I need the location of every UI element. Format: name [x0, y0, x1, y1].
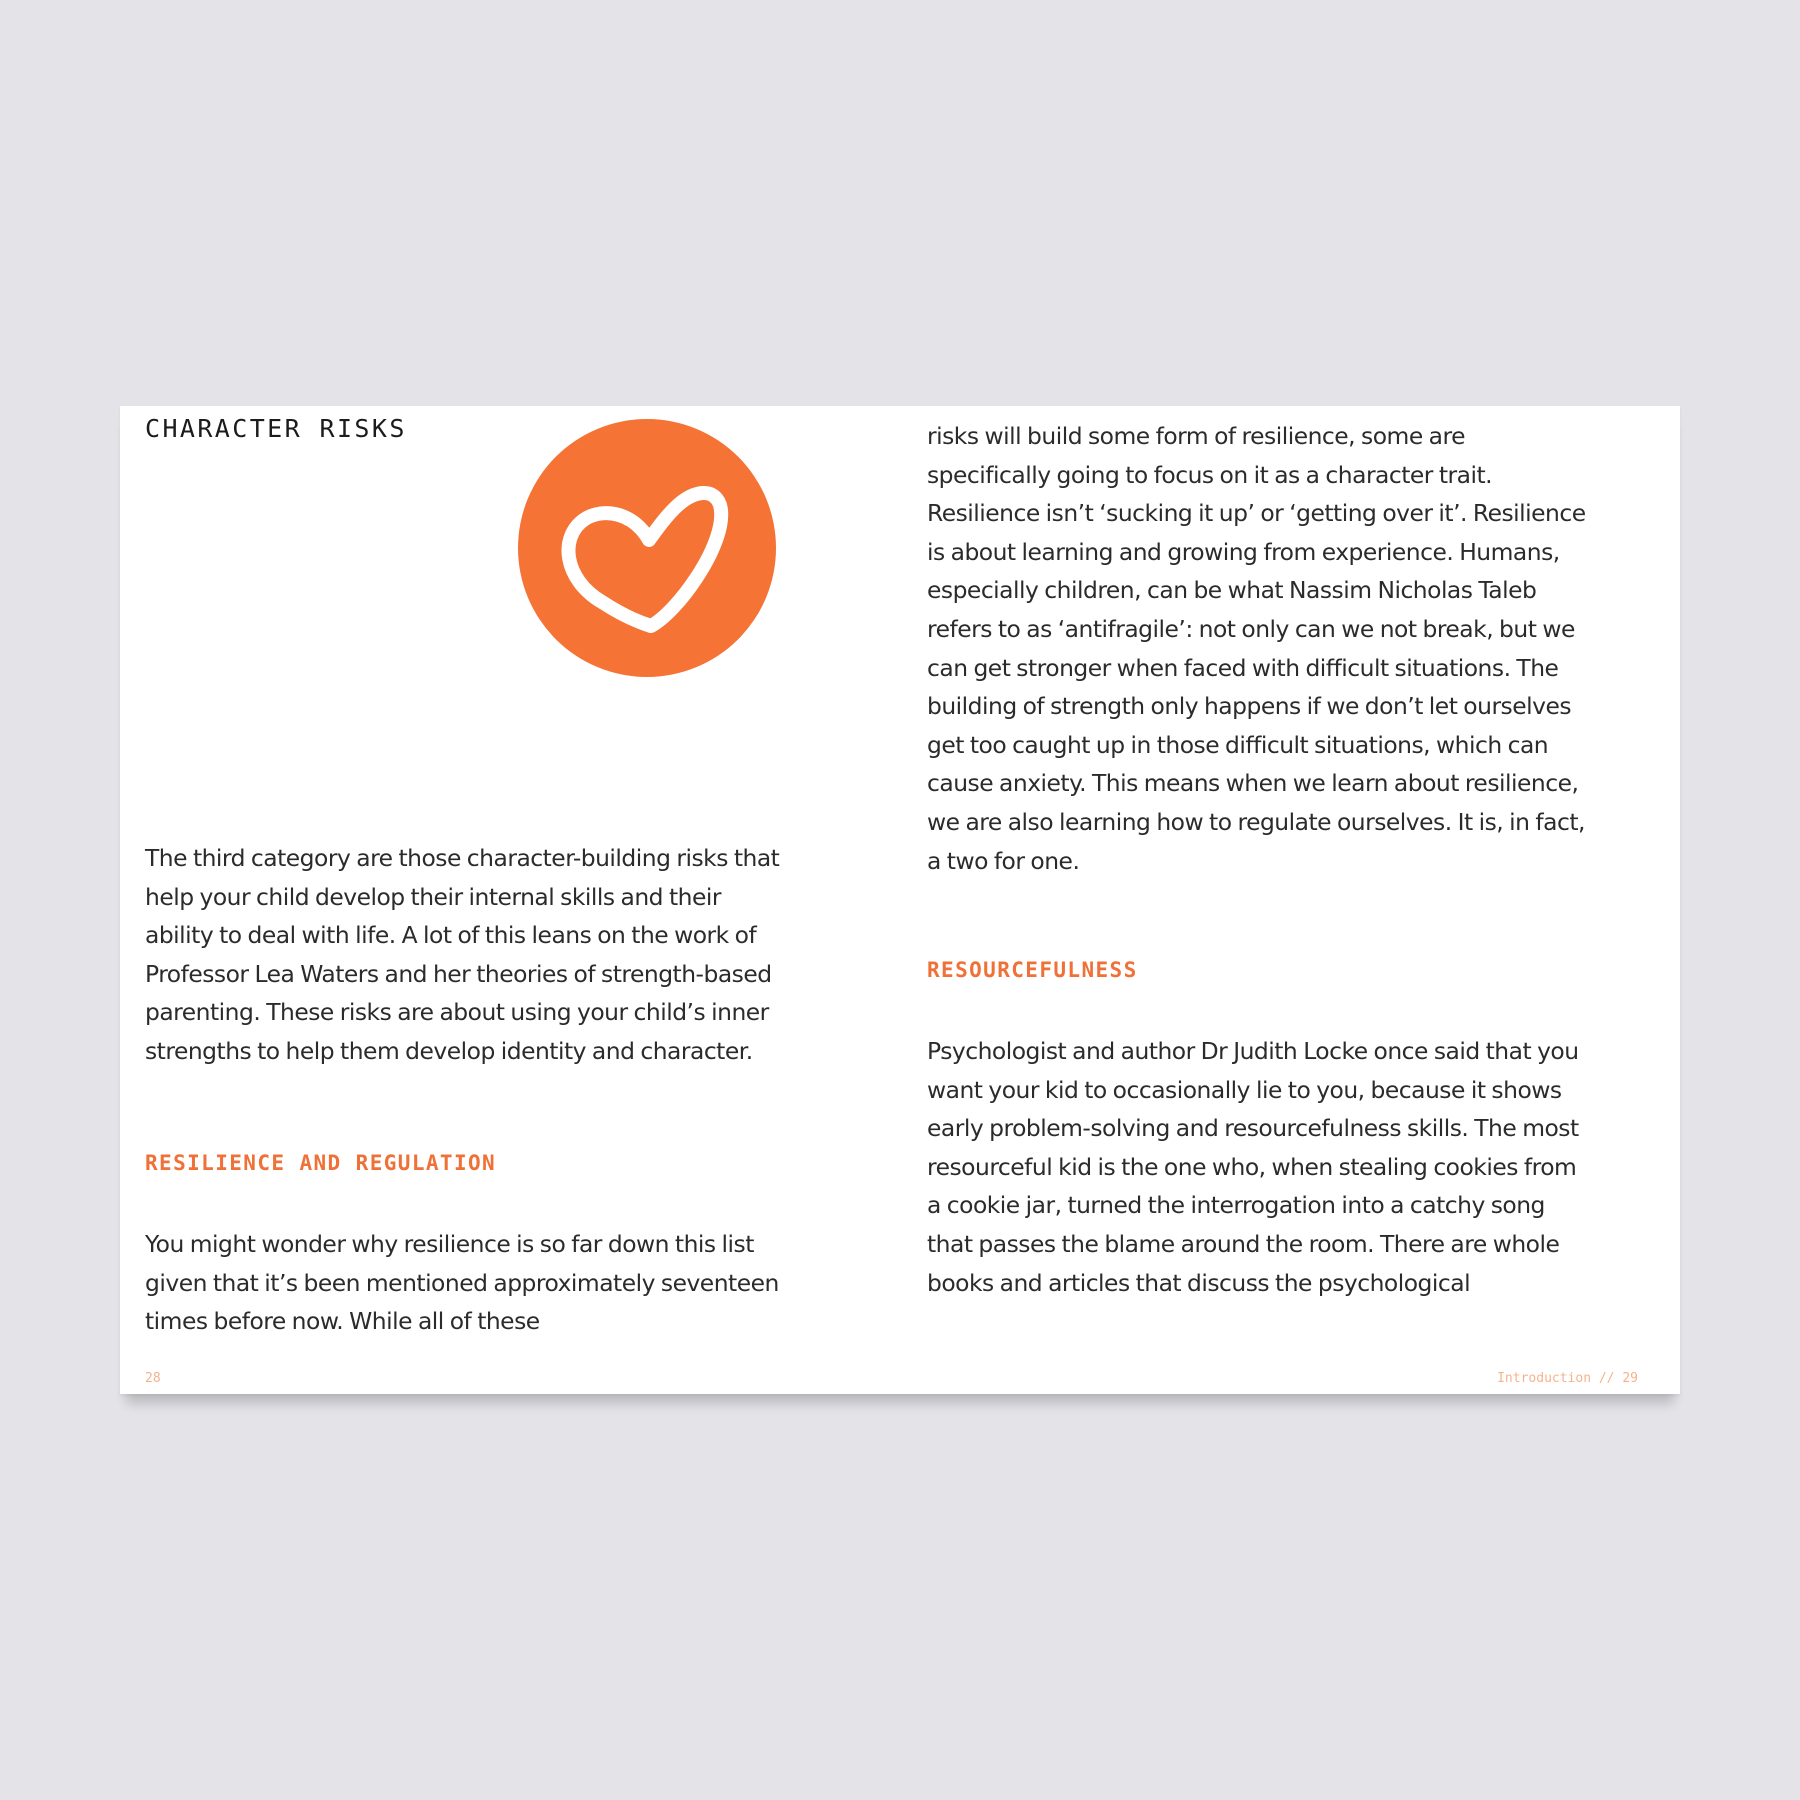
intro-paragraph: The third category are those character-building risks that help your child develop their internal skills and their ability to deal with life. A lot of this leans on the work of Professor Lea Waters and her theories of strength-based parenting. These risks are about using your child’s inner strengths to help them develop identity and character. — [145, 844, 780, 1065]
running-footer: Introduction // 29 — [1497, 1371, 1638, 1386]
heart-badge — [518, 419, 776, 677]
book-spread — [120, 406, 1680, 1394]
continued-paragraph: risks will build some form of resilience, some are specifically going to focus on it as a character trait. Resilience isn’t ‘sucking it up’ or ‘getting over it’. Resilience is about learning and growing from experience. Humans, especially children, can be what Nassim Nicholas Taleb refers to as ‘antifragile’: not only can we not break, but we can get stronger when faced with difficult situations. The building of strength only happens if we don’t let ourselves get too caught up in those difficult situations, which can cause anxiety. This means when we learn about resilience, we are also learning how to regulate ourselves. It is, in fact, a two for one. — [927, 422, 1586, 875]
right-page — [900, 406, 1680, 1394]
chapter-title: CHARACTER RISKS — [145, 414, 407, 443]
left-page — [120, 406, 900, 1394]
page-number-left: 28 — [145, 1371, 161, 1386]
section-heading-resourcefulness: RESOURCEFULNESS — [927, 958, 1138, 982]
resilience-paragraph: You might wonder why resilience is so far down this list given that it’s been mentioned approximately seventeen times before now. While all of these — [145, 1230, 779, 1336]
resourcefulness-paragraph: Psychologist and author Dr Judith Locke once said that you want your kid to occasionally lie to you, because it shows early problem-solving and resourcefulness skills. The most resourceful kid is the one who, when stealing cookies from a cookie jar, turned the interrogation into a catchy song that passes the blame around the room. There are whole books and articles that discuss the psychological — [927, 1037, 1579, 1297]
section-heading-resilience: RESILIENCE AND REGULATION — [145, 1151, 497, 1175]
heart-icon — [518, 419, 776, 677]
